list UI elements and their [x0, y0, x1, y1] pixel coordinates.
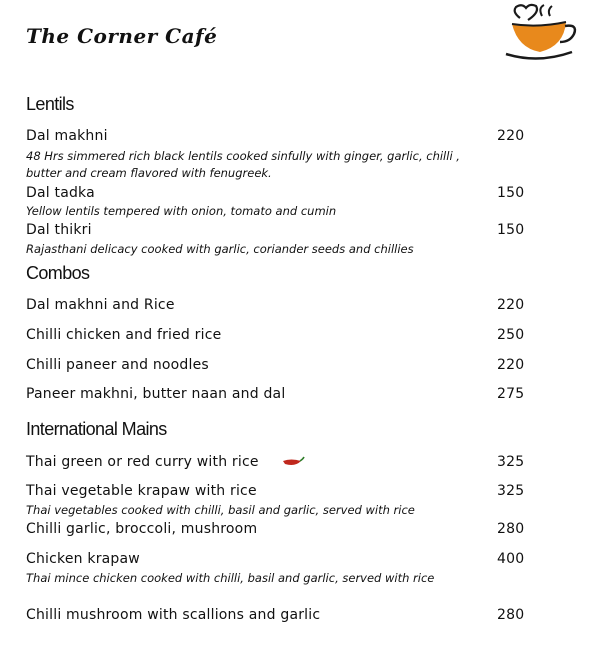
menu-item-name: Chilli chicken and fried rice [26, 327, 222, 343]
menu-item-name: Thai green or red curry with rice [26, 454, 259, 470]
menu-item-price: 400 [497, 551, 525, 567]
cafe-cup-icon [498, 2, 582, 66]
menu-item-name: Dal tadka [26, 185, 95, 201]
cafe-title: The Corner Café [26, 24, 218, 48]
menu-item-price: 220 [497, 357, 525, 373]
menu-item-description: Yellow lentils tempered with onion, tomato and cumin [26, 204, 337, 218]
section-heading-international-mains: International Mains [26, 419, 167, 439]
menu-item-name: Dal makhni and Rice [26, 297, 175, 313]
menu-item-name: Paneer makhni, butter naan and dal [26, 386, 286, 402]
menu-item-description: Thai mince chicken cooked with chilli, basil and garlic, served with rice [26, 571, 435, 585]
menu-item-name: Dal makhni [26, 128, 108, 144]
menu-item-name: Chilli mushroom with scallions and garlic [26, 607, 321, 623]
chilli-icon [281, 455, 305, 469]
menu-item-name: Thai vegetable krapaw with rice [26, 483, 257, 499]
menu-item-name: Chilli garlic, broccoli, mushroom [26, 521, 258, 537]
menu-item-price: 325 [497, 483, 525, 499]
menu-item-price: 325 [497, 454, 525, 470]
menu-item-name: Chicken krapaw [26, 551, 140, 567]
menu-item-name: Chilli paneer and noodles [26, 357, 209, 373]
section-heading-combos: Combos [26, 263, 90, 283]
menu-item-price: 150 [497, 222, 525, 238]
section-heading-lentils: Lentils [26, 94, 74, 114]
menu-item-price: 250 [497, 327, 525, 343]
menu-item-price: 280 [497, 607, 525, 623]
menu-item-description: Thai vegetables cooked with chilli, basil and garlic, served with rice [26, 503, 415, 517]
menu-item-name: Dal thikri [26, 222, 92, 238]
menu-item-price: 275 [497, 386, 525, 402]
menu-item-price: 220 [497, 297, 525, 313]
menu-item-price: 150 [497, 185, 525, 201]
menu-item-description: 48 Hrs simmered rich black lentils cooked sinfully with ginger, garlic, chilli , butter and cream flavored with fenugreek. [26, 149, 460, 180]
menu-item-price: 280 [497, 521, 525, 537]
menu-item-price: 220 [497, 128, 525, 144]
menu-item-description: Rajasthani delicacy cooked with garlic, coriander seeds and chillies [26, 242, 414, 256]
